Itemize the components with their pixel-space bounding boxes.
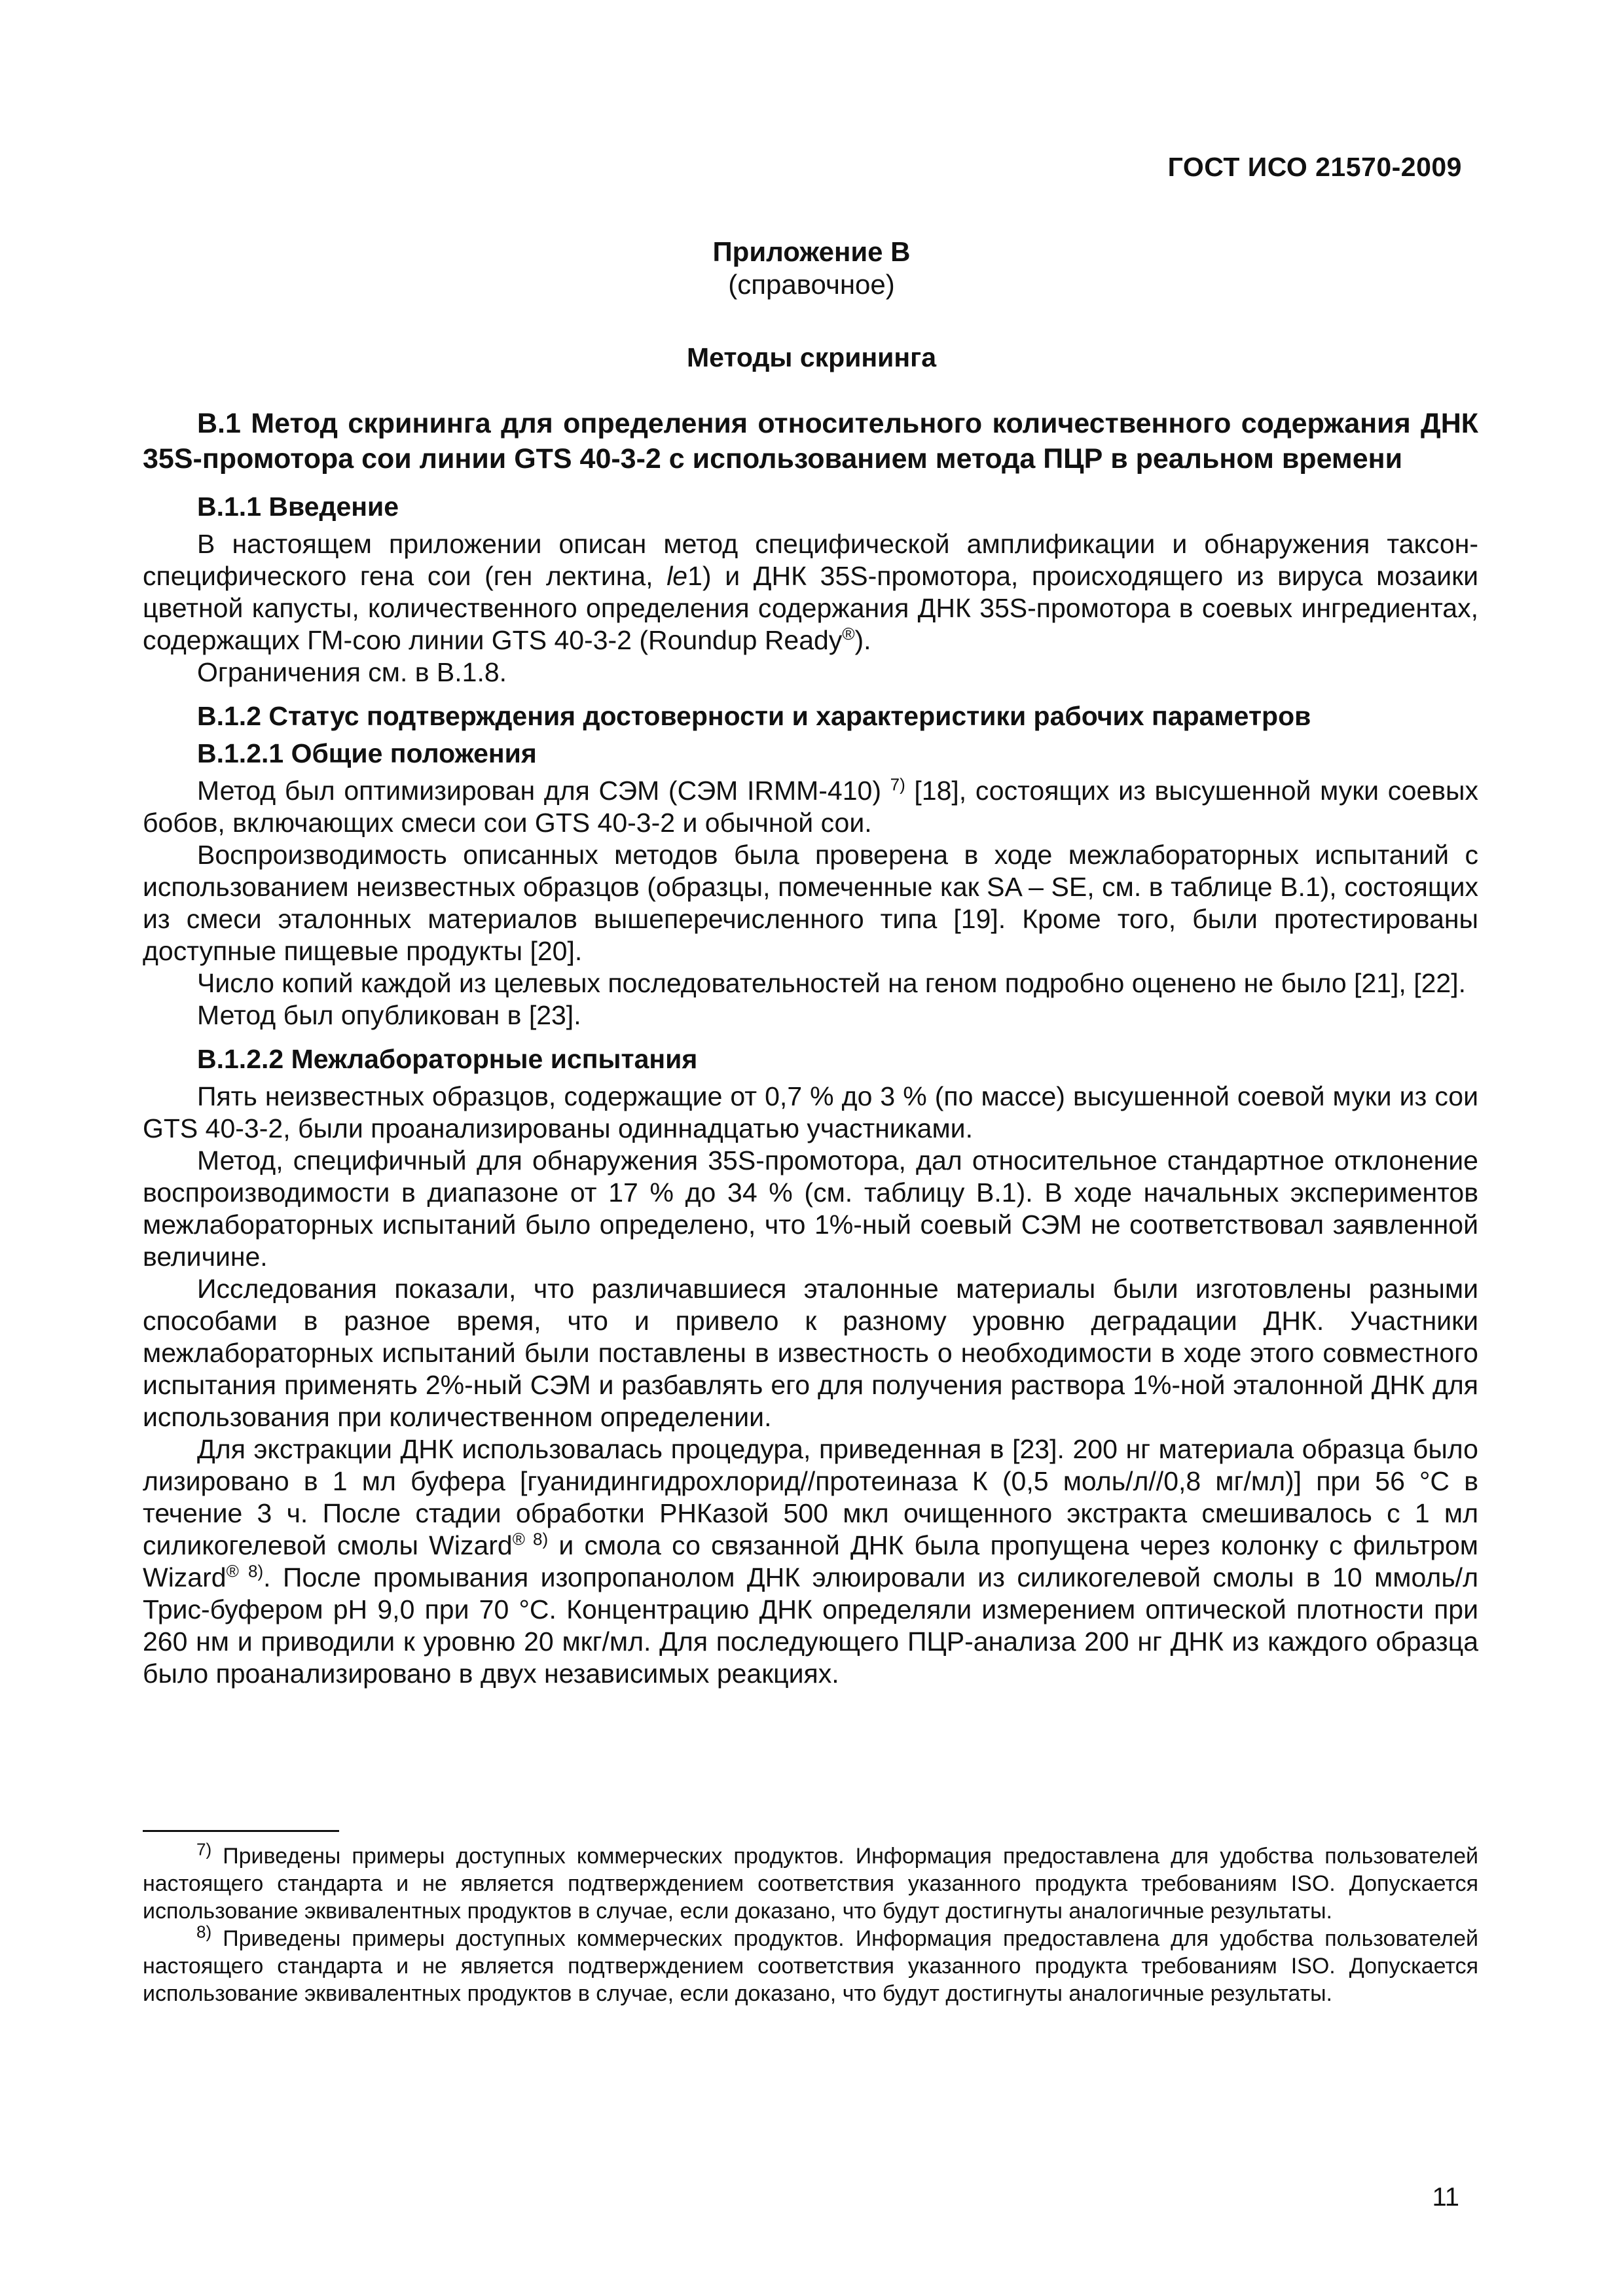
footnotes	[143, 1839, 1478, 2007]
section-b121-heading: В.1.2.1 Общие положения	[197, 738, 537, 768]
b11-p1-text-c: ).	[854, 625, 871, 655]
b122-paragraph-1: Пять неизвестных образцов, содержащие от 0,7 % до 3 % (по массе) высушенной соевой муки из сои GTS 40-3-2, были проанализированы одиннадцатью участниками.	[143, 1081, 1478, 1143]
annex-title: Приложение В	[712, 236, 911, 267]
footnote-7-text: Приведены примеры доступных коммерческих продуктов. Информация предоставлена для удобства пользователей настоящего стандарта и не является подтверждением соответствия указанного продукта требованиям ISO. Допускается использование эквивалентных продуктов в случае, если доказано, что будут достигнуты аналогичные результаты.	[143, 1844, 1478, 1924]
footnote-7	[143, 1839, 1478, 1925]
b11-p1-text-b: 1) и ДНК 35S-промотора, происходящего из вируса мозаики цветной капусты, количественного определения содержания ДНК 35S-промотора в соевых ингредиентах, содержащих ГМ-сою линии GTS 40-3-2 (Roundup Ready	[143, 561, 1478, 655]
footnote-8-text: Приведены примеры доступных коммерческих продуктов. Информация предоставлена для удобства пользователей настоящего стандарта и не является подтверждением соответствия указанного продукта требованиям ISO. Допускается использование эквивалентных продуктов в случае, если доказано, что будут достигнуты аналогичные результаты.	[143, 1926, 1478, 2006]
annex-subtitle: (справочное)	[728, 269, 895, 300]
footnote-8-mark: 8)	[196, 1922, 212, 1942]
b11-paragraph-2: Ограничения см. в В.1.8.	[197, 657, 507, 687]
section-b11-heading: В.1.1 Введение	[197, 492, 399, 522]
b11-p1-italic: le	[666, 561, 688, 591]
document-id-header: ГОСТ ИСО 21570-2009	[1167, 152, 1462, 182]
footnote-separator	[143, 1830, 339, 1832]
footnote-ref-8-first[interactable]: ® 8)	[512, 1529, 549, 1549]
methods-title: Методы скрининга	[686, 342, 937, 372]
b122-paragraph-3: Исследования показали, что различавшиеся эталонные материалы были изготовлены разными способами в разное время, что и привело к разному уровню деградации ДНК. Участники межлабораторных испытаний были поставлены в известность о необходимости в ходе этого совместного испытания применять 2%-ный СЭМ и разбавлять его для получения раствора 1%-ной эталонной ДНК для использования при количественном определении.	[143, 1274, 1478, 1432]
document-body	[143, 406, 1478, 1690]
footnote-ref-7[interactable]: 7)	[890, 774, 905, 795]
page-number: 11	[1432, 2183, 1459, 2212]
b122-p4-text-a: Для экстракции ДНК использовалась процедура, приведенная в [23]. 200 нг материала образца было лизировано в 1 мл буфера [гуанидингидрохлорид//протеиназа К (0,5 моль/л//0,8 мг/мл)] при 56 °С в течение 3 ч. После стадии обработки РНКазой 500 мкл очищенного экстракта смешивалось с 1 мл силикогелевой смолы Wizard	[143, 1434, 1478, 1560]
b121-paragraph-2: Воспроизводимость описанных методов была проверена в ходе межлабораторных испытаний с использованием неизвестных образцов (образцы, помеченные как SA – SE, см. в таблице В.1), состоящих из смеси эталонных материалов вышеперечисленного типа [19]. Кроме того, были протестированы доступные пищевые продукты [20].	[143, 840, 1478, 966]
footnote-7-mark: 7)	[196, 1839, 212, 1859]
b122-paragraph-4	[143, 1433, 1478, 1690]
section-b1-heading: В.1 Метод скрининга для определения относительного количественного содержания ДНК 35S-промотора сои линии GTS 40-3-2 с использованием метода ПЦР в реальном времени	[143, 408, 1478, 475]
b121-p1-text-a: Метод был оптимизирован для СЭМ (СЭМ IRMM-410)	[197, 776, 890, 806]
b121-p1-text-b: [18], состоящих из высушенной муки соевых бобов, включающих смеси сои GTS 40-3-2 и обычной сои.	[143, 776, 1479, 838]
b11-p1-text-a: В настоящем приложении описан метод специфической амплификации и обнаружения таксон-специфического гена сои (ген лектина,	[143, 529, 1478, 591]
registered-mark: ®	[842, 624, 855, 644]
section-b122-heading: В.1.2.2 Межлабораторные испытания	[197, 1044, 698, 1074]
b122-p4-text-b: и смола со связанной ДНК была пропущена через колонку с фильтром Wizard	[143, 1530, 1478, 1592]
b122-p4-text-c: . После промывания изопропанолом ДНК элюировали из силикогелевой смолы в 10 ммоль/л Трис-буфером рН 9,0 при 70 °С. Концентрацию ДНК определяли измерением оптической плотности при 260 нм и приводили к уровню 20 мкг/мл. Для последующего ПЦР-анализа 200 нг ДНК из каждого образца было проанализировано в двух независимых реакциях.	[143, 1562, 1478, 1689]
b122-paragraph-2: Метод, специфичный для обнаружения 35S-промотора, дал относительное стандартное отклонение воспроизводимости в диапазоне от 17 % до 34 % (см. таблицу В.1). В ходе начальных экспериментов межлабораторных испытаний было определено, что 1%-ный соевый СЭМ не соответствовал заявленной величине.	[143, 1145, 1478, 1272]
b121-paragraph-4: Метод был опубликован в [23].	[197, 1000, 581, 1030]
b121-paragraph-1	[143, 775, 1478, 839]
footnote-8	[143, 1922, 1478, 2007]
b121-paragraph-3: Число копий каждой из целевых последовательностей на геном подробно оценено не было [21], [22].	[197, 968, 1466, 998]
b11-paragraph-1	[143, 528, 1478, 656]
footnote-ref-8-second[interactable]: ® 8)	[226, 1561, 264, 1581]
section-b12-heading: В.1.2 Статус подтверждения достоверности и характеристики рабочих параметров	[197, 701, 1311, 731]
